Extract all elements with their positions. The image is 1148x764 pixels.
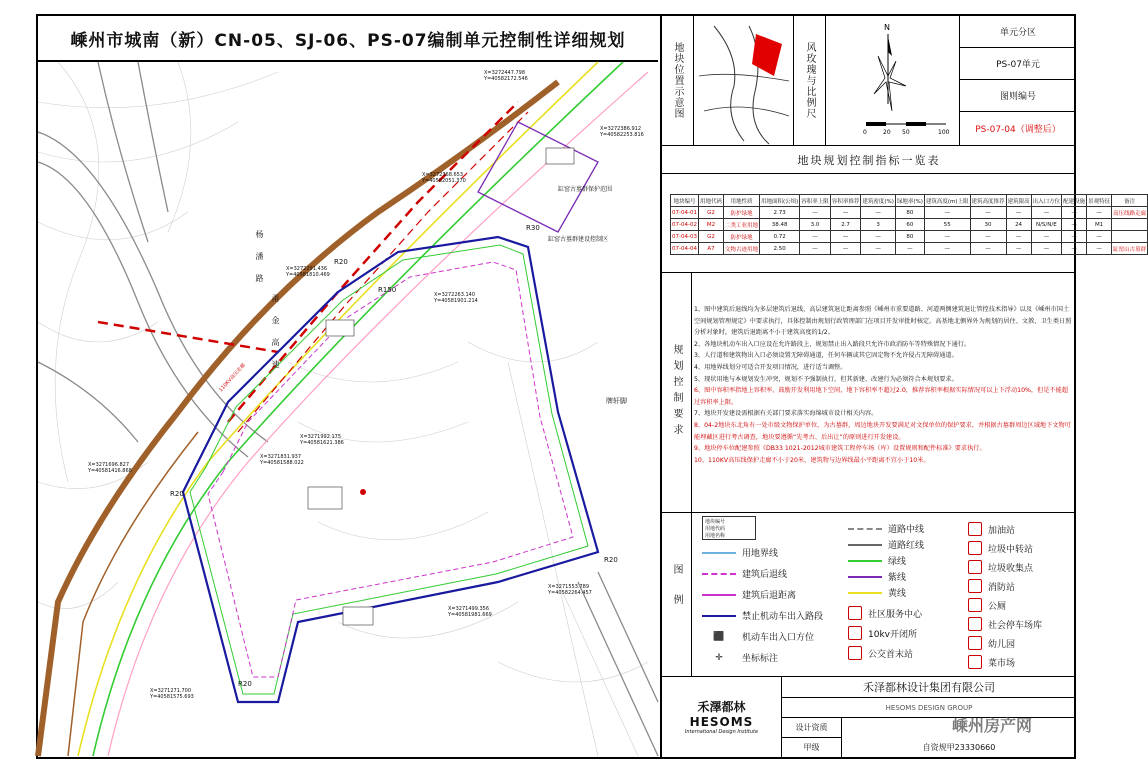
legend-swatch	[848, 544, 882, 546]
map-coord-3: X=3272368.653 Y=40582051.370	[422, 172, 466, 184]
table-cell: 07-04-03	[671, 231, 699, 243]
legend-item	[848, 522, 924, 535]
table-cell: 60	[895, 219, 924, 231]
table-row	[671, 219, 1148, 231]
table-cell: —	[1031, 243, 1062, 255]
table-cell: N/S/N/E	[1031, 219, 1062, 231]
legend-item-label: 道路中线	[888, 525, 925, 535]
table-cell: 高压线路走廊	[1112, 207, 1148, 219]
table-row	[671, 207, 1148, 219]
legend-swatch	[848, 528, 882, 530]
legend-item-label: 加油站	[988, 525, 1016, 536]
table-row	[671, 231, 1148, 243]
table-cell: 07-04-01	[671, 207, 699, 219]
legend-swatch	[702, 573, 736, 575]
legend-item-label: 禁止机动车出入路段	[742, 612, 824, 622]
legend-item	[848, 646, 913, 660]
legend-item-label: 黄线	[888, 589, 907, 599]
legend-item	[702, 588, 796, 601]
table-cell: —	[1087, 231, 1112, 243]
logo-cn: 禾澤都林	[697, 700, 746, 714]
legend-item	[848, 586, 906, 599]
legend-item	[968, 522, 1015, 536]
legend-item	[968, 560, 1033, 574]
legend-sample-2: 用地名称	[705, 532, 726, 539]
legend-item	[848, 570, 906, 583]
legend-swatch	[848, 646, 862, 660]
map-label-r150: R150	[378, 286, 397, 294]
legend-item-label: 建筑后退距离	[742, 591, 797, 601]
map-coord-10: X=3271499.356 Y=40581981.669	[448, 606, 492, 618]
legend-swatch	[702, 594, 736, 596]
company-name-en: HESOMS DESIGN GROUP	[782, 698, 1076, 718]
map-coord-9: X=3271553.789 Y=40582264.457	[548, 584, 592, 596]
table-cell: —	[970, 231, 1006, 243]
table-cell: —	[895, 243, 924, 255]
requirement-item: 5、现状用地与本规划发生冲突，规划不予强制执行，但其新建、改建行为必须符合本规划要求。	[694, 375, 958, 383]
legend-item-label: 坐标标注	[742, 654, 779, 664]
map-label-r20d: R20	[238, 680, 252, 688]
drawing-no: PS-07-04（调整后）	[960, 112, 1076, 146]
table-cell: 80	[895, 207, 924, 219]
legend-item-label: 机动车出入口方位	[742, 633, 815, 643]
table-cell: —	[1006, 243, 1031, 255]
legend-swatch	[848, 592, 882, 594]
th-0: 地块编号	[671, 195, 699, 207]
legend-item	[702, 609, 823, 622]
legend-item	[968, 598, 1006, 612]
th-10: 建筑限高	[1006, 195, 1031, 207]
unit-label: 单元分区	[960, 16, 1076, 48]
indicator-table-body	[671, 207, 1148, 255]
legend-item-label: 紫线	[888, 573, 907, 583]
legend-item-label: 绿线	[888, 557, 907, 567]
table-cell: 3.0	[800, 219, 831, 231]
table-cell: —	[970, 243, 1006, 255]
info-panel	[660, 16, 1147, 757]
th-4: 容积率上限	[800, 195, 831, 207]
map-coord-11: X=3271271.700 Y=40581575.693	[150, 688, 194, 700]
table-cell: —	[1062, 207, 1087, 219]
table-cell: 38.48	[760, 219, 800, 231]
table-cell: —	[924, 231, 970, 243]
map-coord-4: X=3272291.436 Y=40581810.469	[286, 266, 330, 278]
table-cell: 2.7	[830, 219, 861, 231]
legend-swatch	[702, 615, 736, 617]
legend-swatch	[968, 560, 982, 574]
table-cell: 文物古迹用地	[723, 243, 759, 255]
legend-item	[848, 554, 906, 567]
legend-item	[968, 541, 1033, 555]
logo-sub: International Design Institute	[684, 729, 759, 735]
legend-item-label: 菜市场	[988, 658, 1016, 669]
legend-item	[848, 606, 922, 620]
legend-swatch	[968, 617, 982, 631]
qualification-label: 设计资质	[782, 718, 842, 738]
legend-swatch	[968, 541, 982, 555]
legend-item	[848, 538, 924, 551]
table-cell: —	[1031, 231, 1062, 243]
map-label-r20c: R20	[604, 556, 618, 564]
compass-label-cell	[794, 16, 826, 146]
indicator-title: 地块规划控制指标一览表	[662, 146, 1076, 174]
map-coord-8: X=3271696.827 Y=40581416.868	[88, 462, 132, 474]
map-coord-1: X=3272447.798 Y=40582172.546	[484, 70, 528, 82]
legend-swatch	[968, 655, 982, 669]
table-cell: —	[1087, 243, 1112, 255]
legend-item-label: 社区服务中心	[868, 609, 923, 620]
requirements-list	[694, 304, 1072, 466]
legend-item	[968, 617, 1042, 631]
requirement-item: 10、110KV高压线保护走廊不小于20米，建筑物与边界线最小平距离不宜小于10米。	[694, 456, 930, 464]
map-coord-5: X=3272263.140 Y=40581901.214	[434, 292, 478, 304]
legend-label: 图例	[671, 564, 682, 624]
table-cell: 24	[1006, 219, 1031, 231]
certificate: 自资规甲23330660	[922, 743, 996, 752]
table-cell	[1112, 219, 1148, 231]
table-cell: 二类工业用地	[723, 219, 759, 231]
map-label-r20b: R20	[170, 490, 184, 498]
requirement-item: 7、地块开发建设需根据有关部门要求落实海绵城市设计相关内容。	[694, 410, 878, 418]
th-6: 建筑密度(%)	[861, 195, 896, 207]
requirement-item: 2、各地块机动车出入口应设在允许路段上，规划禁止出入路段只允许市政消防车等特殊情况下通行。	[694, 340, 971, 348]
table-cell: 防护绿地	[723, 207, 759, 219]
requirement-item: 8、04-2地块东北角有一处市级文物保护单位，为古墓群，周边地块开发要满足对文保单位的保护要求，并根据古墓群周边区域地下文物可能埋藏区进行考古调查，地块要遵循“先考古、后出让”的原则进行开发建设。	[694, 421, 1071, 441]
plan-map-svg	[38, 62, 658, 756]
th-14: 备注	[1112, 195, 1148, 207]
legend-item	[702, 567, 787, 580]
legend-item	[848, 626, 917, 640]
th-1: 用地代码	[698, 195, 723, 207]
table-cell: —	[800, 231, 831, 243]
map-coord-2: X=3272386.912 Y=40582253.816	[600, 126, 644, 138]
th-3: 用地面积(公顷)	[760, 195, 800, 207]
table-cell: G2	[698, 207, 723, 219]
table-cell: —	[861, 207, 896, 219]
requirements-label-cell	[662, 272, 692, 512]
table-cell: 缸窑山古墓群	[1112, 243, 1148, 255]
legend-item-label: 垃圾收集点	[988, 563, 1034, 574]
legend-item	[968, 579, 1015, 593]
legend-item-label: 公厕	[988, 601, 1007, 612]
requirement-item: 4、用地界线划分可适合开发项目情况，进行适当调整。	[694, 363, 847, 371]
legend-swatch	[848, 576, 882, 578]
table-cell: 55	[924, 219, 970, 231]
table-cell: 2.73	[760, 207, 800, 219]
map-label-protect1: 缸窑古墓群保护范围	[558, 186, 613, 193]
table-cell: 3	[861, 219, 896, 231]
table-cell: —	[830, 231, 861, 243]
table-cell: —	[1006, 231, 1031, 243]
map-label-road-north: 杨潘路	[255, 230, 264, 296]
table-cell: A7	[698, 243, 723, 255]
svg-text:100: 100	[938, 129, 950, 136]
legend-item-label: 幼儿园	[988, 639, 1016, 650]
legend-swatch	[968, 598, 982, 612]
north-label: N	[884, 23, 890, 32]
logo-en: HESOMS	[689, 715, 754, 729]
legend-label-cell	[662, 512, 692, 676]
svg-text:20: 20	[883, 129, 891, 136]
locator-map-svg	[694, 16, 794, 146]
table-cell: —	[1062, 231, 1087, 243]
table-cell: —	[861, 231, 896, 243]
table-cell: M2	[698, 219, 723, 231]
legend-sample-box	[702, 516, 756, 540]
map-label-place: 牌轩脚	[606, 397, 627, 405]
th-5: 容积率推荐	[830, 195, 861, 207]
table-cell: G2	[698, 231, 723, 243]
legend-item	[702, 546, 778, 559]
legend-item	[968, 655, 1015, 669]
locator-label: 地块位置示意图	[672, 42, 683, 119]
company-logo	[662, 676, 782, 757]
table-cell: 30	[970, 219, 1006, 231]
legend-swatch	[848, 606, 862, 620]
legend-item	[702, 630, 814, 643]
table-cell: —	[1087, 207, 1112, 219]
legend-item-label: 垃圾中转站	[988, 544, 1034, 555]
map-label-r30: R30	[526, 224, 540, 232]
locator-map	[694, 16, 794, 146]
table-cell: 防护绿地	[723, 231, 759, 243]
table-cell: —	[1062, 243, 1087, 255]
legend-item-label: 建筑后退线	[742, 570, 788, 580]
svg-text:50: 50	[902, 129, 910, 136]
table-cell: —	[1006, 207, 1031, 219]
map-label-protect2: 缸窑古墓群建设控制区	[548, 236, 609, 243]
table-cell: —	[800, 243, 831, 255]
table-cell: —	[861, 243, 896, 255]
map-coord-6: X=3271992.175 Y=40581621.386	[300, 434, 344, 446]
legend-sample-1: 用地代码	[705, 525, 726, 532]
table-cell: M1	[1087, 219, 1112, 231]
requirement-item: 6、图中容积率指地上容积率，鼓励开发利用地下空间，地下容积率不超过2.0，推荐容积率根据实际情况可以上下浮动10%，但是不能超过容积率上限。	[694, 387, 1069, 406]
legend-item-label: 消防站	[988, 582, 1016, 593]
map-label-hv: 110KV高压走廊	[218, 362, 247, 394]
table-cell: —	[830, 243, 861, 255]
table-cell: 07-04-02	[671, 219, 699, 231]
table-cell: —	[800, 207, 831, 219]
plan-map	[38, 62, 658, 756]
map-label-r20a: R20	[334, 258, 348, 266]
legend-item-label: 社会停车场库	[988, 620, 1043, 631]
map-label-road-mid: 甬金高速	[271, 294, 280, 382]
indicator-table	[670, 194, 1148, 255]
legend-item	[968, 636, 1015, 650]
legend-item-label: 道路红线	[888, 541, 925, 551]
drawing-no-label: 图则编号	[960, 80, 1076, 112]
legend-swatch	[968, 579, 982, 593]
table-cell: —	[830, 207, 861, 219]
table-cell: 2.50	[760, 243, 800, 255]
requirement-item: 3、人行道和建筑物出入口必须设置无障碍通道，任何车辆或其它固定物不允许侵占无障碍通道。	[694, 352, 958, 360]
table-cell: —	[924, 243, 970, 255]
drawing-title: 嵊州市城南（新）CN-05、SJ-06、PS-07编制单元控制性详细规划	[38, 16, 658, 62]
table-cell: 07-04-04	[671, 243, 699, 255]
table-cell: 80	[895, 231, 924, 243]
th-8: 建筑高度(m)上限	[924, 195, 970, 207]
legend-swatch	[702, 552, 736, 554]
wind-rose-icon	[826, 16, 960, 146]
legend-item	[702, 651, 778, 664]
watermark: 嵊州房产网	[951, 715, 1032, 735]
table-cell: —	[1031, 207, 1062, 219]
compass-label: 风玫瑰与比例尺	[804, 42, 815, 119]
legend-sample-0: 地块编号	[705, 518, 726, 525]
th-9: 建筑高度推荐	[970, 195, 1006, 207]
th-2: 用地性质	[723, 195, 759, 207]
th-12: 配建设施	[1062, 195, 1087, 207]
requirement-item: 1、图中建筑后退线均为多层建筑后退线，高层建筑退让距离参照《嵊州市重要道路、河道两侧建筑退让管控技术指导》以及《嵊州市国土空间规划管理规定》中要求执行，具体控制由规划行政管理部门在项目开发审批时核定。高基地北侧界外为规划的居住、文教、卫生类日照分析对象时，建筑后退距离不小于建筑高度的1/2。	[694, 306, 1072, 337]
legend-item-label: 公交首末站	[868, 649, 914, 660]
company-name: 禾泽都林设计集团有限公司	[782, 676, 1076, 698]
unit-value: PS-07单元	[960, 48, 1076, 80]
svg-text:0: 0	[863, 129, 867, 136]
qualification-grade: 甲级	[782, 738, 842, 757]
table-row	[671, 243, 1148, 255]
legend-swatch: ✛	[715, 652, 723, 663]
requirements-label: 规划控制要求	[671, 344, 682, 440]
map-coord-7: X=3271831.937 Y=40581588.022	[260, 454, 304, 466]
table-cell	[1112, 231, 1148, 243]
legend-swatch	[968, 636, 982, 650]
legend-item-label: 用地界线	[742, 549, 779, 559]
legend-swatch	[848, 626, 862, 640]
legend-item-label: 10kv开闭所	[868, 629, 917, 640]
compass-cell	[826, 16, 960, 146]
th-13: 景观特征	[1087, 195, 1112, 207]
table-cell: —	[970, 207, 1006, 219]
locator-label-cell	[662, 16, 694, 146]
th-11: 出入口方位	[1031, 195, 1062, 207]
table-cell: —	[924, 207, 970, 219]
legend-swatch	[848, 560, 882, 562]
legend-swatch	[968, 522, 982, 536]
table-cell: —	[1062, 219, 1087, 231]
requirement-item: 9、地块停车位配建参照《DB33 1021-2012城市建筑工程停车场（库）设置规则和配件标准》要求执行。	[694, 445, 986, 453]
table-cell: 0.72	[760, 231, 800, 243]
th-7: 绿地率(%)	[895, 195, 924, 207]
legend-swatch: ⬛	[713, 631, 725, 642]
